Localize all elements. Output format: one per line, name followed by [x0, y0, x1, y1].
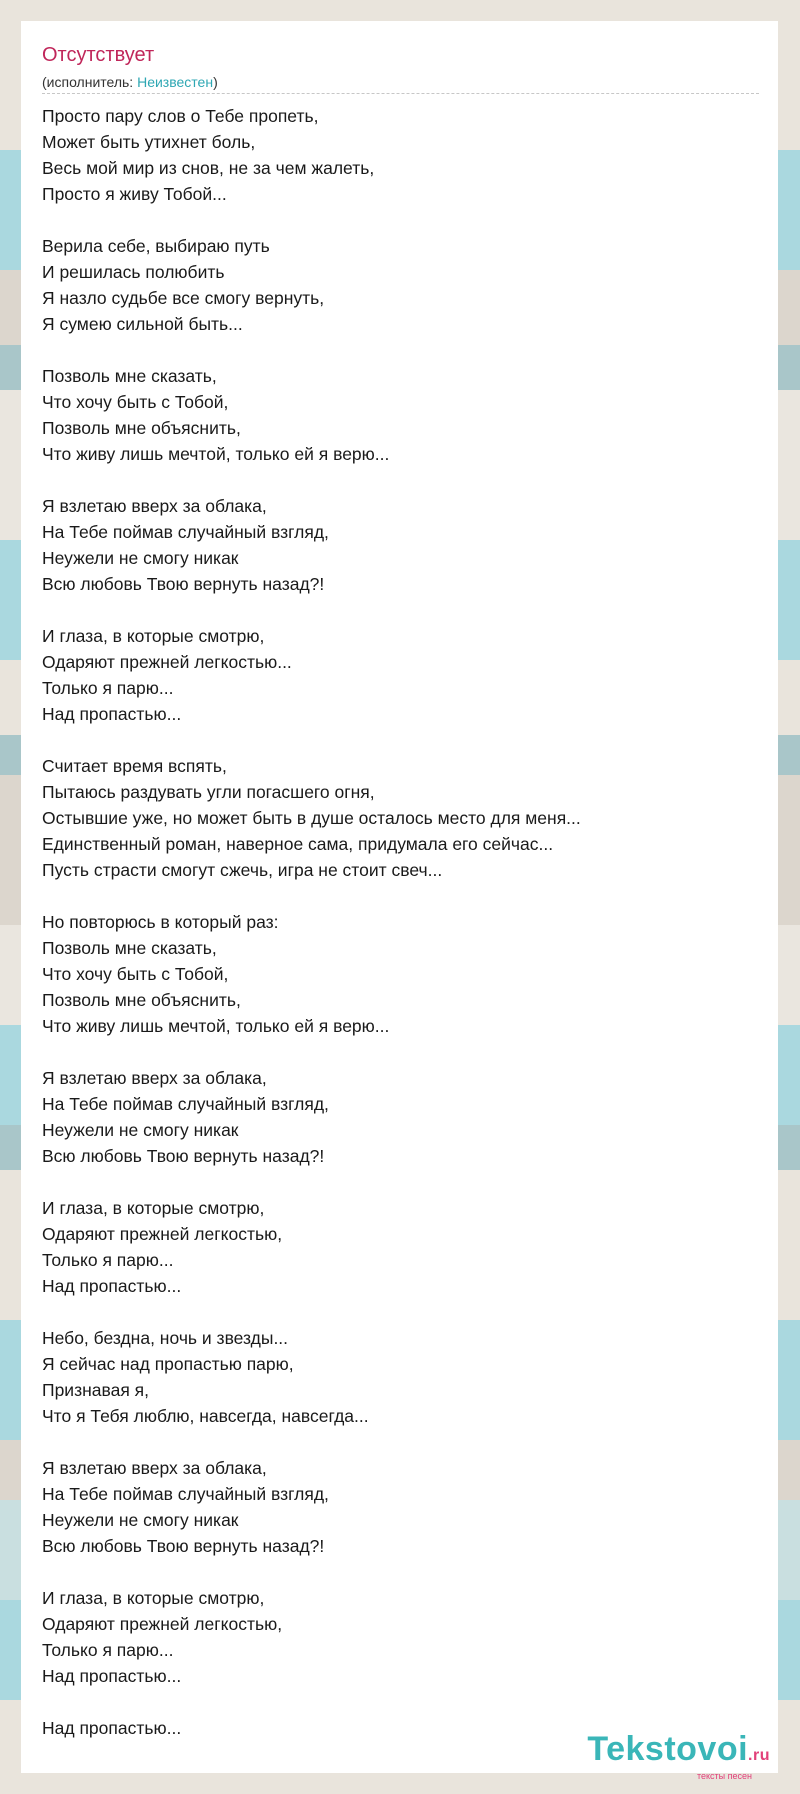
- lyrics-line: На Тебе поймав случайный взгляд,: [42, 1484, 329, 1504]
- lyrics-line: Позволь мне объяснить,: [42, 418, 241, 438]
- lyrics-line: Всю любовь Твою вернуть назад?!: [42, 1146, 325, 1166]
- lyrics-line: Пусть страсти смогут сжечь, игра не стоит свеч...: [42, 860, 443, 880]
- lyrics-line: Пытаюсь раздувать угли погасшего огня,: [42, 782, 375, 802]
- lyrics-stanza: [42, 1325, 762, 1429]
- lyrics-line: Я взлетаю вверх за облака,: [42, 1458, 267, 1478]
- lyrics-line: Что хочу быть с Тобой,: [42, 964, 229, 984]
- lyrics-line: Позволь мне сказать,: [42, 366, 217, 386]
- lyrics-line: Признавая я,: [42, 1380, 150, 1400]
- lyrics-line: И глаза, в которые смотрю,: [42, 626, 265, 646]
- lyrics-line: Единственный роман, наверное сама, придумала его сейчас...: [42, 834, 554, 854]
- lyrics-line: Над пропастью...: [42, 1718, 182, 1738]
- lyrics-line: Я взлетаю вверх за облака,: [42, 1068, 267, 1088]
- lyrics-line: Над пропастью...: [42, 1666, 182, 1686]
- lyrics-stanza: [42, 1065, 762, 1169]
- lyrics-stanza: [42, 623, 762, 727]
- lyrics-line: Я взлетаю вверх за облака,: [42, 496, 267, 516]
- lyrics-stanza: [42, 103, 762, 207]
- lyrics-line: Что хочу быть с Тобой,: [42, 392, 229, 412]
- logo-word: Tekstovoi: [587, 1730, 749, 1768]
- artist-line: [42, 73, 218, 91]
- lyrics-line: На Тебе поймав случайный взгляд,: [42, 522, 329, 542]
- lyrics-line: И глаза, в которые смотрю,: [42, 1198, 265, 1218]
- lyrics-line: Что я Тебя люблю, навсегда, навсегда...: [42, 1406, 369, 1426]
- lyrics-line: Только я парю...: [42, 1250, 174, 1270]
- lyrics-line: Но повторюсь в который раз:: [42, 912, 279, 932]
- lyrics-line: Я сейчас над пропастью парю,: [42, 1354, 294, 1374]
- lyrics-line: Всю любовь Твою вернуть назад?!: [42, 1536, 325, 1556]
- artist-suffix: ): [213, 74, 218, 90]
- lyrics-line: Только я парю...: [42, 678, 174, 698]
- lyrics-line: Только я парю...: [42, 1640, 174, 1660]
- lyrics-stanza: [42, 909, 762, 1039]
- lyrics-line: Небо, бездна, ночь и звезды...: [42, 1328, 289, 1348]
- lyrics-line: Позволь мне объяснить,: [42, 990, 241, 1010]
- lyrics-line: Позволь мне сказать,: [42, 938, 217, 958]
- lyrics-line: Неужели не смогу никак: [42, 548, 239, 568]
- lyrics-line: Я сумею сильной быть...: [42, 314, 243, 334]
- lyrics-line: Верила себе, выбираю путь: [42, 236, 270, 256]
- lyrics-line: Над пропастью...: [42, 1276, 182, 1296]
- lyrics-line: Просто пару слов о Тебе пропеть,: [42, 106, 319, 126]
- lyrics-line: Просто я живу Тобой...: [42, 184, 227, 204]
- lyrics-line: Весь мой мир из снов, не за чем жалеть,: [42, 158, 375, 178]
- lyrics-line: Что живу лишь мечтой, только ей я верю...: [42, 1016, 390, 1036]
- lyrics-line: Над пропастью...: [42, 704, 182, 724]
- lyrics-stanza: [42, 1195, 762, 1299]
- lyrics-line: Я назло судьбе все смогу вернуть,: [42, 288, 325, 308]
- lyrics-stanza: [42, 363, 762, 467]
- lyrics-line: Одаряют прежней легкостью,: [42, 1614, 283, 1634]
- lyrics-line: Что живу лишь мечтой, только ей я верю...: [42, 444, 390, 464]
- lyrics-line: Одаряют прежней легкостью,: [42, 1224, 283, 1244]
- lyrics-line: Неужели не смогу никак: [42, 1120, 239, 1140]
- lyrics-stanza: [42, 493, 762, 597]
- lyrics-line: И глаза, в которые смотрю,: [42, 1588, 265, 1608]
- lyrics-line: Может быть утихнет боль,: [42, 132, 256, 152]
- artist-link[interactable]: Неизвестен: [137, 74, 214, 90]
- logo-tagline: тексты песен: [696, 1771, 752, 1781]
- lyrics-line: И решилась полюбить: [42, 262, 225, 282]
- lyrics-line: На Тебе поймав случайный взгляд,: [42, 1094, 329, 1114]
- lyrics-stanza: [42, 1455, 762, 1559]
- lyrics-line: Всю любовь Твою вернуть назад?!: [42, 574, 325, 594]
- artist-prefix: (исполнитель:: [42, 74, 138, 90]
- lyrics-stanza: [42, 753, 762, 883]
- lyrics-stanza: [42, 233, 762, 337]
- logo-wordmark: [587, 1732, 770, 1773]
- lyrics-line: Считает время вспять,: [42, 756, 227, 776]
- lyrics-line: Неужели не смогу никак: [42, 1510, 239, 1530]
- lyrics-text: [42, 103, 762, 1767]
- lyrics-card: [21, 21, 778, 1773]
- dashed-divider: [42, 93, 759, 94]
- site-logo[interactable]: [587, 1732, 770, 1781]
- lyrics-line: Одаряют прежней легкостью...: [42, 652, 292, 672]
- song-title: Отсутствует: [42, 44, 155, 66]
- logo-tld: .ru: [748, 1747, 770, 1764]
- lyrics-stanza: [42, 1585, 762, 1689]
- lyrics-line: Остывшие уже, но может быть в душе осталось место для меня...: [42, 808, 581, 828]
